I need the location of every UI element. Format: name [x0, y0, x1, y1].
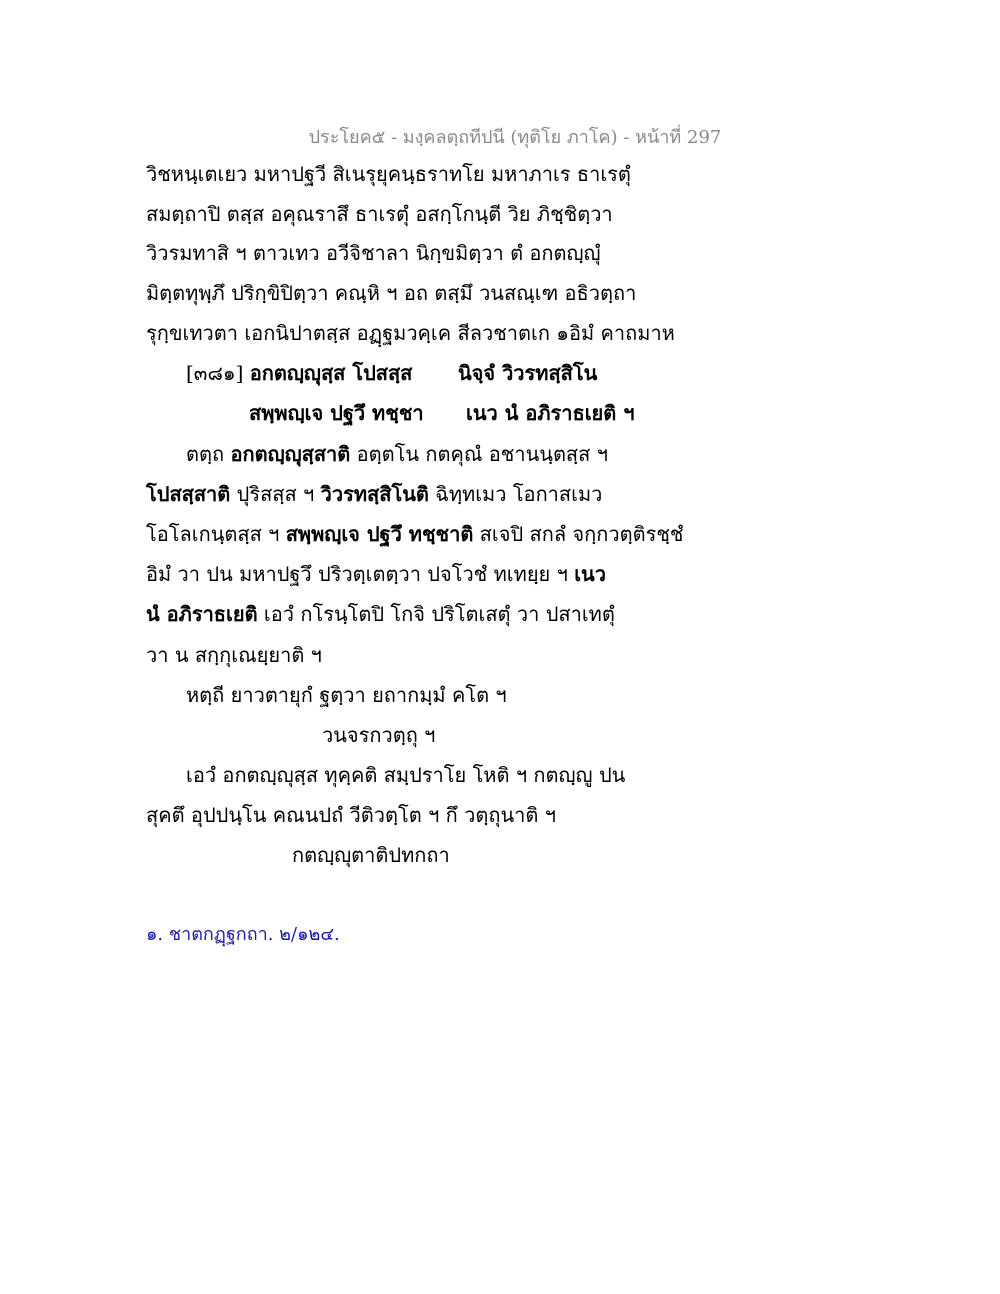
text-run: เอวํ กโรนฺโตปิ โกจิ ปริโตเสตุํ วา ปสาเทตุํ: [257, 602, 615, 626]
verse-2a: สพฺพญฺเจ ปฐวึ ทชฺชา: [249, 401, 424, 425]
body-line-16: เอวํ อกตญฺญุสฺส ทุคฺคติ สมฺปราโย โหติ ฯ กตญฺญู ปน: [186, 763, 626, 787]
term-sabbanca: สพฺพญฺเจ ปฐวึ ทชฺชาติ: [285, 522, 474, 546]
body-line-8: [186, 440, 608, 468]
text-run: อิมํ วา ปน มหาปฐวึ ปริวตฺเตตฺวา ปจโวชํ ทเทยฺย ฯ: [146, 562, 575, 586]
body-line-13: วา น สกฺกุเณยฺยาติ ฯ: [146, 643, 322, 667]
term-abhiradhayeti: นํ อภิราธเยติ: [146, 602, 258, 626]
term-vivaradassino: วิวรทสฺสิโนติ: [320, 482, 429, 506]
body-line-9: [146, 480, 602, 508]
text-run: ตตฺถ: [186, 442, 231, 466]
text-run: สเจปิ สกลํ จกฺกวตฺติรชฺชํ: [473, 522, 684, 546]
term-akatannussa: อกตญฺญุสฺสาติ: [230, 442, 351, 466]
page-header: ประโยค๕ - มงฺคลตฺถทีปนี (ทุติโย ภาโค) - หน้าที่ 297: [308, 127, 722, 148]
body-line-3: วิวรมทาสิ ฯ ตาวเทว อวีจิชาลา นิกฺขมิตฺวา ตํ อกตญฺญุํ: [146, 241, 601, 265]
body-line-17: สุคตึ อุปปนฺโน คณนปถํ วีติวตฺโต ฯ กึ วตฺถุนาติ ฯ: [146, 803, 556, 827]
body-line-2: สมตฺถาปิ ตสฺส อคุณราสึ ธาเรตุํ อสกฺโกนฺตี วิย ภิชฺชิตฺวา: [146, 202, 613, 226]
body-line-11: [146, 560, 606, 588]
body-line-4: มิตฺตทุพฺภึ ปริกฺขิปิตฺวา คณฺหิ ฯ อถ ตสฺมึ วนสณฺเฑ อธิวตฺถา: [146, 281, 637, 305]
text-run: โอโลเกนฺตสฺส ฯ: [146, 522, 286, 546]
term-neva: เนว: [574, 562, 606, 586]
body-line-1: วิชหนฺเตเยว มหาปฐวี สิเนรุยุคนฺธราทโย มหาภาเร ธาเรตุํ: [146, 162, 631, 186]
verse-1b: นิจฺจํ วิวรทสฺสิโน: [458, 361, 598, 385]
story-title: วนจรกวตฺถุ ฯ: [322, 723, 436, 747]
text-run: อตฺตโน กตคุณํ อชานนฺตสฺส ฯ: [350, 442, 608, 466]
section-end-title: กตญฺญุตาติปทกถา: [292, 843, 450, 867]
text-run: ฉิทฺทเมว โอกาสเมว: [428, 482, 603, 506]
verse-number: [๓๘๑]: [186, 361, 250, 385]
verse-line-1: [186, 359, 412, 387]
verse-2b: เนว นํ อภิราธเยติ ฯ: [466, 401, 635, 425]
body-line-5: รุกฺขเทวตา เอกนิปาตสฺส อฏฺฐมวคฺเค สีลวชาตเก ๑อิมํ คาถมาห: [146, 321, 675, 345]
verse-1a: อกตญฺญุสฺส โปสสฺส: [249, 361, 413, 385]
body-line-12: [146, 600, 615, 628]
body-line-14: หตฺถี ยาวตายุกํ ฐตฺวา ยถากมฺมํ คโต ฯ: [186, 683, 507, 707]
body-line-10: [146, 520, 683, 548]
footnote: ๑. ชาตกฏฺฐกถา. ๒/๑๒๔.: [146, 924, 340, 945]
text-run: ปุริสสฺส ฯ: [230, 482, 321, 506]
term-posassa: โปสสฺสาติ: [146, 482, 231, 506]
